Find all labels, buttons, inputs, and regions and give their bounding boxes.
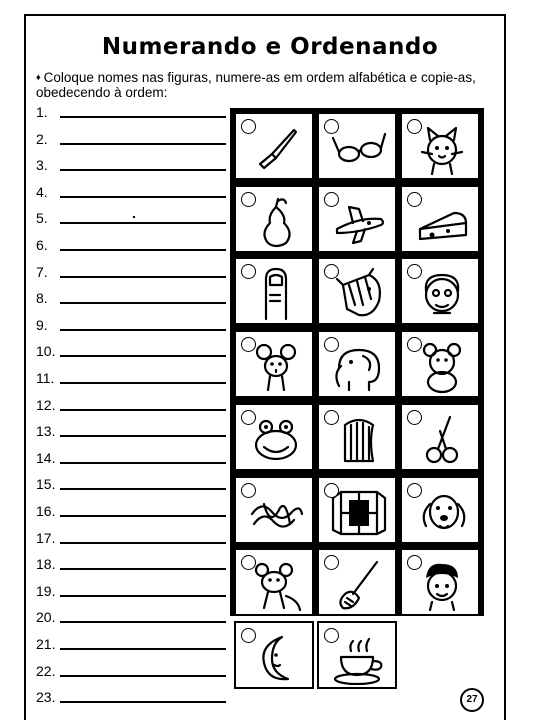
line-number: 16. — [36, 503, 56, 519]
answer-line[interactable] — [36, 368, 226, 388]
line-number: 21. — [36, 636, 56, 652]
write-line[interactable] — [60, 488, 226, 490]
line-number: 11. — [36, 370, 55, 386]
instruction — [36, 70, 486, 100]
line-number: 7. — [36, 263, 48, 280]
picture-cell — [234, 621, 314, 689]
instruction-text: Coloque nomes nas figuras, numere-as em ordem alfabética e copie-as, obedecendo à ordem: — [36, 70, 476, 100]
line-number: 8. — [36, 290, 48, 307]
picture-cell — [234, 257, 314, 325]
line-number: 9. — [36, 316, 48, 333]
picture-cell — [400, 476, 480, 544]
answer-line[interactable] — [36, 235, 226, 255]
picture-cell — [400, 403, 480, 471]
write-line[interactable] — [60, 143, 226, 145]
answer-line[interactable] — [36, 634, 226, 654]
stray-dot — [133, 216, 135, 218]
picture-cell — [400, 112, 480, 180]
line-number: 13. — [36, 423, 56, 440]
write-line[interactable] — [60, 249, 226, 251]
write-line[interactable] — [60, 542, 226, 544]
write-line[interactable] — [60, 116, 226, 118]
number-circle[interactable] — [324, 628, 339, 643]
number-circle[interactable] — [324, 337, 339, 352]
write-line[interactable] — [60, 595, 226, 597]
answer-line[interactable] — [36, 687, 226, 707]
write-line[interactable] — [60, 409, 226, 411]
line-number: 20. — [36, 609, 56, 626]
picture-cell — [234, 476, 314, 544]
answer-line[interactable] — [36, 501, 226, 521]
write-line[interactable] — [60, 435, 226, 437]
answer-line[interactable] — [36, 341, 226, 361]
line-number: 1. — [36, 104, 48, 120]
answer-line[interactable] — [36, 474, 226, 494]
picture-cell — [317, 621, 397, 689]
write-line[interactable] — [60, 382, 226, 384]
answer-line[interactable] — [36, 581, 226, 601]
answer-line[interactable] — [36, 395, 226, 415]
number-circle[interactable] — [241, 337, 256, 352]
write-line[interactable] — [60, 462, 226, 464]
picture-cell — [234, 185, 314, 253]
write-line[interactable] — [60, 196, 226, 198]
picture-cell — [400, 330, 480, 398]
write-line[interactable] — [60, 621, 226, 623]
picture-cell — [317, 112, 397, 180]
write-line[interactable] — [60, 515, 226, 517]
number-circle[interactable] — [241, 483, 256, 498]
answer-line[interactable] — [36, 421, 226, 441]
picture-cell — [234, 112, 314, 180]
write-line[interactable] — [60, 222, 226, 224]
number-circle[interactable] — [324, 192, 339, 207]
answer-line[interactable] — [36, 155, 226, 175]
line-number: 22. — [36, 662, 56, 679]
line-number: 12. — [36, 396, 56, 413]
number-circle[interactable] — [407, 410, 422, 425]
line-number: 10. — [36, 343, 56, 360]
write-line[interactable] — [60, 355, 226, 357]
line-number: 4. — [36, 183, 48, 200]
number-circle[interactable] — [241, 410, 256, 425]
line-number: 18. — [36, 556, 56, 573]
line-number: 5. — [36, 210, 48, 227]
number-circle[interactable] — [407, 119, 422, 134]
write-line[interactable] — [60, 648, 226, 650]
picture-cell — [317, 548, 397, 616]
write-line[interactable] — [60, 568, 226, 570]
bullet-icon: ♦ — [36, 72, 41, 82]
number-circle[interactable] — [407, 192, 422, 207]
number-circle[interactable] — [241, 192, 256, 207]
number-circle[interactable] — [407, 483, 422, 498]
answer-line[interactable] — [36, 262, 226, 282]
line-number: 19. — [36, 582, 56, 599]
answer-line[interactable] — [36, 448, 226, 468]
answer-line[interactable] — [36, 102, 226, 122]
page-title: Numerando e Ordenando — [101, 34, 439, 60]
write-line[interactable] — [60, 276, 226, 278]
line-number: 17. — [36, 529, 56, 546]
line-number: 3. — [36, 157, 48, 174]
page-number: 27 — [460, 688, 484, 712]
picture-cell — [317, 330, 397, 398]
number-circle[interactable] — [241, 628, 256, 643]
answer-line[interactable] — [36, 129, 226, 149]
write-line[interactable] — [60, 329, 226, 331]
picture-cell — [234, 548, 314, 616]
picture-cell — [234, 403, 314, 471]
answer-line[interactable] — [36, 288, 226, 308]
write-line[interactable] — [60, 701, 226, 703]
number-circle[interactable] — [407, 337, 422, 352]
line-number: 6. — [36, 237, 48, 253]
number-circle[interactable] — [241, 119, 256, 134]
answer-line[interactable] — [36, 528, 226, 548]
picture-cell — [317, 257, 397, 325]
picture-cell — [234, 330, 314, 398]
answer-line[interactable] — [36, 607, 226, 627]
number-circle[interactable] — [324, 119, 339, 134]
picture-cell — [317, 476, 397, 544]
write-line[interactable] — [60, 169, 226, 171]
answer-line[interactable] — [36, 554, 226, 574]
picture-grid — [230, 108, 484, 616]
number-circle[interactable] — [324, 483, 339, 498]
answer-line[interactable] — [36, 661, 226, 681]
answer-line[interactable] — [36, 208, 226, 228]
line-number: 14. — [36, 449, 56, 466]
picture-cell — [400, 257, 480, 325]
line-number: 15. — [36, 476, 56, 493]
number-circle[interactable] — [324, 410, 339, 425]
write-line[interactable] — [60, 302, 226, 304]
picture-cell — [400, 185, 480, 253]
answer-line[interactable] — [36, 315, 226, 335]
answer-line[interactable] — [36, 182, 226, 202]
write-line[interactable] — [60, 675, 226, 677]
picture-cell — [317, 403, 397, 471]
picture-cell — [317, 185, 397, 253]
picture-cell — [400, 548, 480, 616]
line-number: 2. — [36, 130, 48, 147]
line-number: 23. — [36, 689, 56, 706]
empty-cell — [400, 617, 490, 697]
